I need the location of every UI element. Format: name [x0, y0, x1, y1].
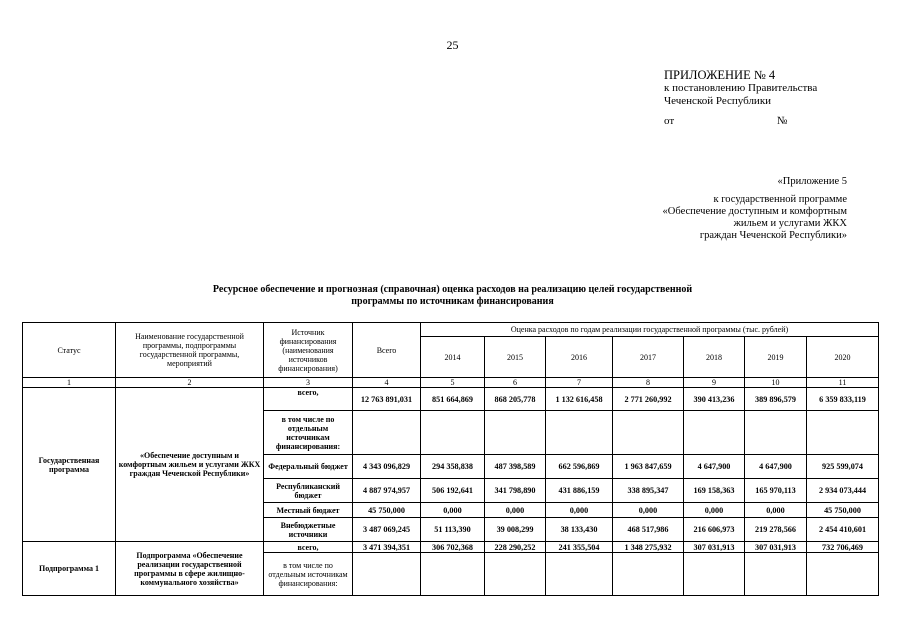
year-value: 307 031,913 — [745, 542, 807, 553]
year-value — [613, 553, 684, 596]
header-year: 2020 — [807, 337, 879, 378]
subprogram-name: Подпрограмма «Обеспечение реализации государственной программы в сфере жилищно-коммунального хозяйства» — [116, 542, 264, 596]
year-value: 294 358,838 — [421, 455, 485, 479]
year-value: 341 798,890 — [485, 479, 546, 503]
column-number: 6 — [485, 378, 546, 388]
resource-table — [22, 322, 879, 596]
appendix-5-title: «Приложение 5 — [777, 176, 847, 187]
year-value: 307 031,913 — [684, 542, 745, 553]
page-number: 25 — [446, 38, 459, 52]
year-value: 851 664,869 — [421, 388, 485, 411]
program-name: «Обеспечение доступным и комфортным жильем и услугами ЖКХ граждан Чеченской Республики» — [116, 388, 264, 542]
total-value: 3 471 394,351 — [353, 542, 421, 553]
header-year: 2019 — [745, 337, 807, 378]
year-value: 431 886,159 — [546, 479, 613, 503]
year-value: 216 606,973 — [684, 518, 745, 542]
year-value — [745, 553, 807, 596]
year-value: 925 599,074 — [807, 455, 879, 479]
subprogram-status: Подпрограмма 1 — [23, 542, 116, 596]
header-status: Статус — [23, 323, 116, 378]
column-number: 9 — [684, 378, 745, 388]
year-value — [684, 553, 745, 596]
column-number: 5 — [421, 378, 485, 388]
year-value: 219 278,566 — [745, 518, 807, 542]
year-value — [745, 411, 807, 455]
year-value: 0,000 — [613, 503, 684, 518]
total-value: 45 750,000 — [353, 503, 421, 518]
header-year: 2018 — [684, 337, 745, 378]
year-value: 0,000 — [485, 503, 546, 518]
year-value: 0,000 — [546, 503, 613, 518]
year-value: 732 706,469 — [807, 542, 879, 553]
year-value — [807, 553, 879, 596]
year-value: 662 596,869 — [546, 455, 613, 479]
column-number: 3 — [264, 378, 353, 388]
header-year: 2016 — [546, 337, 613, 378]
header-year: 2017 — [613, 337, 684, 378]
header-year: 2015 — [485, 337, 546, 378]
year-value: 390 413,236 — [684, 388, 745, 411]
year-value: 338 895,347 — [613, 479, 684, 503]
total-value — [353, 411, 421, 455]
document-title-line1: Ресурсное обеспечение и прогнозная (справочная) оценка расходов на реализацию целей государственной — [212, 284, 693, 295]
year-value: 506 192,641 — [421, 479, 485, 503]
year-value — [485, 411, 546, 455]
document-title-line2: программы по источникам финансирования — [351, 296, 554, 307]
year-value: 51 113,390 — [421, 518, 485, 542]
source-label: всего, — [264, 388, 353, 411]
year-value: 0,000 — [421, 503, 485, 518]
year-value: 4 647,900 — [745, 455, 807, 479]
year-value — [684, 411, 745, 455]
appendix-5-line3: жильем и услугами ЖКХ — [733, 218, 847, 229]
column-number: 1 — [23, 378, 116, 388]
year-value: 2 771 260,992 — [613, 388, 684, 411]
total-value: 3 487 069,245 — [353, 518, 421, 542]
appendix-5-header — [663, 176, 847, 242]
document-title — [0, 284, 905, 308]
year-value: 165 970,113 — [745, 479, 807, 503]
year-value: 1 132 616,458 — [546, 388, 613, 411]
year-value — [421, 411, 485, 455]
appendix-4-number: № — [776, 115, 788, 127]
year-value — [613, 411, 684, 455]
year-value: 4 647,900 — [684, 455, 745, 479]
appendix-5-line2: «Обеспечение доступным и комфортным — [662, 206, 847, 217]
appendix-4-date-number — [664, 114, 817, 128]
appendix-5-line1: к государственной программе — [713, 194, 847, 205]
year-value: 2 934 073,444 — [807, 479, 879, 503]
year-value: 0,000 — [684, 503, 745, 518]
header-source: Источник финансирования (наименования источников финансирования) — [264, 323, 353, 378]
year-value — [421, 553, 485, 596]
header-name: Наименование государственной программы, подпрограммы государственной программы, мероприятий — [116, 323, 264, 378]
total-value: 4 343 096,829 — [353, 455, 421, 479]
year-value: 228 290,252 — [485, 542, 546, 553]
appendix-4-title: ПРИЛОЖЕНИЕ № 4 — [664, 68, 776, 82]
total-value — [353, 553, 421, 596]
year-value — [546, 411, 613, 455]
year-value: 868 205,778 — [485, 388, 546, 411]
total-value: 12 763 891,031 — [353, 388, 421, 411]
header-row-1 — [23, 323, 879, 337]
source-label: всего, — [264, 542, 353, 553]
appendix-4-line2: Чеченской Республики — [664, 95, 772, 107]
year-value: 487 398,589 — [485, 455, 546, 479]
column-number: 11 — [807, 378, 879, 388]
column-number: 4 — [353, 378, 421, 388]
year-value: 468 517,986 — [613, 518, 684, 542]
year-value: 389 896,579 — [745, 388, 807, 411]
year-value: 306 702,368 — [421, 542, 485, 553]
total-value: 4 887 974,957 — [353, 479, 421, 503]
appendix-4-from: от — [664, 115, 675, 127]
program-status: Государственная программа — [23, 388, 116, 542]
header-estimate: Оценка расходов по годам реализации государственной программы (тыс. рублей) — [421, 323, 879, 337]
table-row — [23, 542, 879, 553]
year-value: 6 359 833,119 — [807, 388, 879, 411]
column-number-row — [23, 378, 879, 388]
header-year: 2014 — [421, 337, 485, 378]
column-number: 8 — [613, 378, 684, 388]
appendix-4-header — [664, 68, 817, 128]
source-label: Республиканский бюджет — [264, 479, 353, 503]
year-value — [485, 553, 546, 596]
column-number: 2 — [116, 378, 264, 388]
appendix-5-line4: граждан Чеченской Республики» — [699, 230, 847, 241]
year-value: 241 355,504 — [546, 542, 613, 553]
column-number: 10 — [745, 378, 807, 388]
source-label: Внебюджетные источники — [264, 518, 353, 542]
year-value: 45 750,000 — [807, 503, 879, 518]
year-value — [546, 553, 613, 596]
header-total: Всего — [353, 323, 421, 378]
year-value — [807, 411, 879, 455]
source-label: Местный бюджет — [264, 503, 353, 518]
year-value: 0,000 — [745, 503, 807, 518]
year-value: 39 008,299 — [485, 518, 546, 542]
year-value: 2 454 410,601 — [807, 518, 879, 542]
source-label: в том числе по отдельным источникам финансирования: — [264, 553, 353, 596]
source-label: Федеральный бюджет — [264, 455, 353, 479]
year-value: 1 963 847,659 — [613, 455, 684, 479]
year-value: 169 158,363 — [684, 479, 745, 503]
appendix-4-line1: к постановлению Правительства — [664, 82, 818, 94]
table-row — [23, 388, 879, 411]
year-value: 38 133,430 — [546, 518, 613, 542]
column-number: 7 — [546, 378, 613, 388]
source-label: в том числе по отдельным источникам финансирования: — [264, 411, 353, 455]
year-value: 1 348 275,932 — [613, 542, 684, 553]
